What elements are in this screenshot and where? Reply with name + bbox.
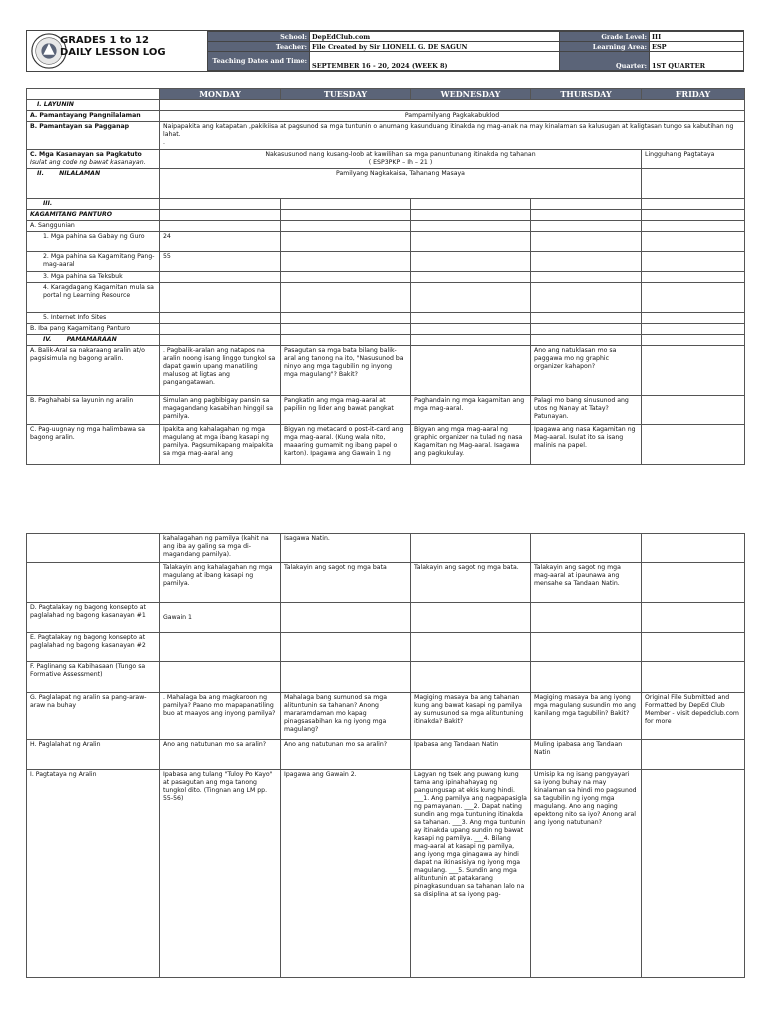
talakayin-wednesday: Talakayin ang sagot ng mga bata. — [411, 563, 531, 603]
day-friday: FRIDAY — [642, 89, 745, 100]
empty-cell — [411, 272, 531, 283]
empty-cell — [160, 324, 281, 335]
corner-cell — [27, 89, 160, 100]
internet-info-label: 5. Internet Info Sites — [27, 313, 160, 324]
empty-cell — [281, 210, 411, 221]
day-thursday: THURSDAY — [531, 89, 642, 100]
kagamitang-panturo-heading: KAGAMITANG PANTURO — [27, 210, 160, 221]
pamamaraan-heading — [27, 335, 160, 346]
empty-cell — [531, 221, 642, 232]
empty-cell — [281, 662, 411, 693]
area-value: ESP — [650, 42, 744, 52]
pagtataya-monday: Ipabasa ang tulang "Tuloy Po Kayo" at pasagutan ang mga tanong tungkol dito. (Tingnan ang LM pp. 55-56) — [160, 770, 281, 978]
empty-cell — [160, 313, 281, 324]
empty-cell — [411, 210, 531, 221]
empty-cell — [411, 534, 531, 563]
empty-cell — [531, 199, 642, 210]
pamantayang-pangnilalaman-value: Pampamilyang Pagkakabuklod — [160, 111, 745, 122]
paglalahat-wednesday: Ipabasa ang Tandaan Natin — [411, 740, 531, 770]
empty-cell — [642, 534, 745, 563]
pamantayan-pagganap-extra: . — [163, 139, 165, 146]
pagtataya-wednesday: Lagyan ng tsek ang puwang kung tama ang ipinahahayag ng pangungusap at ekis kung hindi. ___1. Ang pamilya ang nagpapasigla ng pamayanan. ___2. Dapat nating sundin ang mga tuntuning itinakda sa tahanan. ___3. Ang mga tuntunin ay itinakda upang sundin ng bawat kasapi ng pamilya. ___4. Bilang mag-aaral at kasapi ng pamilya, ang iyong mga ginagawa ay hindi dapat na ikinasisiya ng iyong mga magulang. ___5. Sundin ang mga alituntunin at patakarang pinagkasunduan sa tahanan lalo na sa disiplina at sa iyong pag- — [411, 770, 531, 978]
empty-cell — [411, 346, 531, 396]
empty-cell — [642, 662, 745, 693]
empty-cell — [411, 633, 531, 662]
area-label: Learning Area: — [560, 42, 650, 52]
pamantayan-pagganap-cell — [160, 122, 745, 150]
pagtalakay-1-label: D. Pagtalakay ng bagong konsepto at paglalahad ng bagong kasanayan #1 — [27, 603, 160, 633]
lesson-log-table-2 — [26, 533, 745, 978]
paghahabi-monday: Simulan ang pagbibigay pansin sa magagandang kasabihan hinggil sa pamilya. — [160, 396, 281, 425]
nilalaman-label: NILALAMAN — [59, 170, 101, 177]
pagtataya-label: I. Pagtataya ng Aralin — [27, 770, 160, 978]
empty-cell — [281, 252, 411, 272]
paglalahat-monday: Ano ang natutunan mo sa aralin? — [160, 740, 281, 770]
empty-cell — [160, 633, 281, 662]
lesson-log-table-1 — [26, 88, 745, 465]
empty-cell — [531, 662, 642, 693]
pagtataya-thursday: Umisip ka ng isang pangyayari sa iyong buhay na may kinalaman sa hindi mo pagsunod sa tagubilin ng iyong mga magulang. Ano ang naging epektong nito sa iyo? Anong aral ang iyong natutunan? — [531, 770, 642, 978]
empty-cell — [281, 633, 411, 662]
empty-cell — [642, 563, 745, 603]
empty-cell — [281, 324, 411, 335]
empty-cell — [642, 346, 745, 396]
empty-cell — [160, 283, 281, 313]
empty-cell — [642, 210, 745, 221]
header-block — [26, 30, 744, 72]
balik-aral-thursday: Ano ang natuklasan mo sa paggawa mo ng graphic organizer kahapon? — [531, 346, 642, 396]
title-line1: GRADES 1 to 12 — [60, 35, 149, 46]
empty-cell — [160, 221, 281, 232]
kasanayan-value-cell — [160, 150, 642, 169]
day-tuesday: TUESDAY — [281, 89, 411, 100]
empty-cell — [411, 232, 531, 252]
empty-cell — [531, 313, 642, 324]
empty-cell — [642, 272, 745, 283]
kasanayan-value: Nakasusunod nang kusang-loob at kawilihan sa mga panuntunang itinakda ng tahanan — [265, 151, 536, 158]
empty-cell — [531, 252, 642, 272]
document-title — [60, 35, 166, 59]
paglalapat-thursday: Magiging masaya ba ang iyong mga magulang susundin mo ang kanilang mga tagubilin? Bakit? — [531, 693, 642, 740]
empty-cell — [642, 603, 745, 633]
nilalaman-value: Pamilyang Nagkakaisa, Tahanang Masaya — [160, 169, 642, 199]
depedclub-note: Original File Submitted and Formatted by DepEd Club Member - visit depedclub.com for more — [642, 693, 745, 740]
learning-resource-label: 4. Karagdagang Kagamitan mula sa portal ng Learning Resource — [27, 283, 160, 313]
quarter-value: 1ST QUARTER — [650, 52, 744, 71]
empty-cell — [411, 662, 531, 693]
empty-cell — [531, 335, 642, 346]
empty-cell — [531, 283, 642, 313]
section-iv-number: IV. — [43, 336, 52, 343]
sanggunian-label: A. Sanggunian — [27, 221, 160, 232]
empty-cell — [411, 283, 531, 313]
iba-pang-kagamitan-label: B. Iba pang Kagamitang Panturo — [27, 324, 160, 335]
empty-cell — [642, 283, 745, 313]
kasanayan-label: C. Mga Kasanayan sa Pagkatuto — [30, 151, 142, 158]
empty-cell — [531, 210, 642, 221]
school-label: School: — [208, 32, 310, 42]
pag-uugnay-label: C. Pag-uugnay ng mga halimbawa sa bagong aralin. — [27, 425, 160, 465]
paglinang-label: F. Paglinang sa Kabihasaan (Tungo sa Formative Assessment) — [27, 662, 160, 693]
kagamitang-mag-aaral-value: 55 — [160, 252, 281, 272]
paglalapat-monday: . Mahalaga ba ang magkaroon ng pamilya? Paano mo mapapanatiling buo at maayos ang inyong pamilya? — [160, 693, 281, 740]
empty-cell — [160, 335, 281, 346]
empty-cell — [411, 199, 531, 210]
empty-cell — [281, 232, 411, 252]
section-iii-number: III. — [27, 199, 160, 210]
empty-cell — [160, 210, 281, 221]
quarter-label: Quarter: — [560, 52, 650, 71]
dates-value: SEPTEMBER 16 - 20, 2024 (WEEK 8) — [310, 52, 560, 71]
balik-aral-monday: . Pagbalik-aralan ang natapos na aralin noong isang linggo tungkol sa dapat gawin upang manatiling malusog at ligtas ang pangangatawan. — [160, 346, 281, 396]
empty-cell — [411, 603, 531, 633]
empty-cell — [531, 603, 642, 633]
nilalaman-heading — [27, 169, 160, 199]
paglalapat-wednesday: Magiging masaya ba ang tahanan kung ang bawat kasapi ng pamilya ay sumusunod sa mga alituntuning itinakda? Bakit? — [411, 693, 531, 740]
pamantayan-pagganap-value: Naipapakita ang katapatan ,pakikiisa at pagsunod sa mga tuntunin o anumang kasunduang itinakda ng mag-anak na may kinalaman sa kalusugan at kaligtasan tungo sa kabutihan ng lahat. — [163, 123, 734, 138]
empty-cell — [642, 199, 745, 210]
gabay-guro-value: 24 — [160, 232, 281, 252]
teacher-value: File Created by Sir LIONELL G. DE SAGUN — [310, 42, 560, 52]
day-wednesday: WEDNESDAY — [411, 89, 531, 100]
paghahabi-label: B. Paghahabi sa layunin ng aralin — [27, 396, 160, 425]
empty-cell — [642, 324, 745, 335]
kasanayan-note: Isulat ang code ng bawat kasanayan. — [30, 159, 146, 166]
pag-uugnay-thursday: Ipagawa ang nasa Kagamitan ng Mag-aaral. Isulat ito sa isang malinis na papel. — [531, 425, 642, 465]
school-value: DepEdClub.com — [310, 32, 560, 42]
empty-cell — [642, 770, 745, 978]
paglalahat-label: H. Paglalahat ng Aralin — [27, 740, 160, 770]
kagamitang-mag-aaral-label: 2. Mga pahina sa Kagamitang Pang-mag-aaral — [27, 252, 160, 272]
empty-cell — [27, 563, 160, 603]
empty-cell — [281, 335, 411, 346]
balik-aral-tuesday: Pasagutan sa mga bata bilang balik-aral ang tanong na ito, "Nasusunod ba ninyo ang mga tagubilin ng inyong mga magulang"? Bakit? — [281, 346, 411, 396]
pag-uugnay-cont-tuesday: Isagawa Natin. — [281, 534, 411, 563]
pag-uugnay-tuesday: Bigyan ng metacard o post-it-card ang mga mag-aaral. (Kung wala nito, maaaring gumamit ng ibang papel o karton). Ipagawa ang Gawain 1 ng — [281, 425, 411, 465]
empty-cell — [642, 425, 745, 465]
grade-value: III — [650, 32, 744, 42]
empty-cell — [642, 232, 745, 252]
kasanayan-cell — [27, 150, 160, 169]
paglalapat-label: G. Paglalapat ng aralin sa pang-araw-araw na buhay — [27, 693, 160, 740]
pag-uugnay-monday: Ipakita ang kahalagahan ng mga magulang at mga ibang kasapi ng pamilya. Pagsumikapang maipakita sa mga mag-aaral ang — [160, 425, 281, 465]
pagtalakay-2-label: E. Pagtalakay ng bagong konsepto at paglalahad ng bagong kasanayan #2 — [27, 633, 160, 662]
empty-cell — [642, 313, 745, 324]
paghahabi-thursday: Palagi mo bang sinusunod ang utos ng Nanay at Tatay? Patunayan. — [531, 396, 642, 425]
empty-cell — [281, 199, 411, 210]
empty-cell — [281, 272, 411, 283]
empty-cell — [531, 232, 642, 252]
pagtataya-tuesday: Ipagawa ang Gawain 2. — [281, 770, 411, 978]
empty-cell — [411, 313, 531, 324]
empty-cell — [531, 633, 642, 662]
teksbuk-label: 3. Mga pahina sa Teksbuk — [27, 272, 160, 283]
pamamaraan-label: PAMAMARAAN — [66, 336, 117, 343]
kasanayan-friday: Lingguhang Pagtataya — [642, 150, 745, 169]
empty-cell — [531, 272, 642, 283]
empty-cell — [642, 252, 745, 272]
nilalaman-number: II. — [37, 170, 44, 177]
empty-cell — [281, 313, 411, 324]
pagtalakay-1-monday: Gawain 1 — [160, 603, 281, 633]
day-monday: MONDAY — [160, 89, 281, 100]
talakayin-monday: Talakayin ang kahalagahan ng mga magulang at ibang kasapi ng pamilya. — [160, 563, 281, 603]
pag-uugnay-cont-monday: kahalagahan ng pamilya (kahit na ang iba ay galing sa mga di-magandang pamilya). — [160, 534, 281, 563]
title-line2: DAILY LESSON LOG — [60, 47, 166, 58]
empty-cell — [160, 662, 281, 693]
layunin-heading: I. LAYUNIN — [27, 100, 160, 111]
paglalahat-thursday: Muling ipabasa ang Tandaan Natin — [531, 740, 642, 770]
paghahabi-wednesday: Paghandain ng mga kagamitan ang mga mag-aaral. — [411, 396, 531, 425]
pamantayan-pagganap-label: B. Pamantayan sa Pagganap — [27, 122, 160, 150]
empty-cell — [281, 283, 411, 313]
empty-cell — [411, 252, 531, 272]
empty-cell — [27, 534, 160, 563]
pag-uugnay-wednesday: Bigyan ang mga mag-aaral ng graphic organizer na tulad ng nasa Kagamitan ng Mag-aaral. Isagawa ang pagkukulay. — [411, 425, 531, 465]
empty-cell — [642, 740, 745, 770]
balik-aral-label: A. Balik-Aral sa nakaraang aralin at/o pagsisimula ng bagong aralin. — [27, 346, 160, 396]
empty-cell — [642, 221, 745, 232]
empty-cell — [160, 100, 745, 111]
gabay-guro-label: 1. Mga pahina sa Gabay ng Guro — [27, 232, 160, 252]
grade-label: Grade Level: — [560, 32, 650, 42]
empty-cell — [160, 272, 281, 283]
empty-cell — [642, 169, 745, 199]
empty-cell — [642, 396, 745, 425]
empty-cell — [411, 221, 531, 232]
header-info-grid — [207, 31, 744, 71]
empty-cell — [281, 221, 411, 232]
empty-cell — [531, 324, 642, 335]
paglalapat-tuesday: Mahalaga bang sumunod sa mga alituntunin sa tahanan? Anong mararamdaman mo kapag pinagsasabihan ka ng iyong mga magulang? — [281, 693, 411, 740]
empty-cell — [160, 199, 281, 210]
empty-cell — [642, 633, 745, 662]
talakayin-thursday: Talakayin ang sagot ng mga mag-aaral at ipaunawa ang mensahe sa Tandaan Natin. — [531, 563, 642, 603]
empty-cell — [411, 324, 531, 335]
empty-cell — [411, 335, 531, 346]
empty-cell — [642, 335, 745, 346]
paghahabi-tuesday: Pangkatin ang mga mag-aaral at papiliin ng lider ang bawat pangkat — [281, 396, 411, 425]
pamantayang-pangnilalaman-label: A. Pamantayang Pangnilalaman — [27, 111, 160, 122]
empty-cell — [531, 534, 642, 563]
talakayin-tuesday: Talakayin ang sagot ng mga bata — [281, 563, 411, 603]
paglalahat-tuesday: Ano ang natutunan mo sa aralin? — [281, 740, 411, 770]
empty-cell — [281, 603, 411, 633]
teacher-label: Teacher: — [208, 42, 310, 52]
day-header-row — [27, 89, 745, 100]
kasanayan-code: ( ESP3PKP – Ih – 21 ) — [368, 159, 433, 166]
dates-label: Teaching Dates and Time: — [208, 52, 310, 71]
